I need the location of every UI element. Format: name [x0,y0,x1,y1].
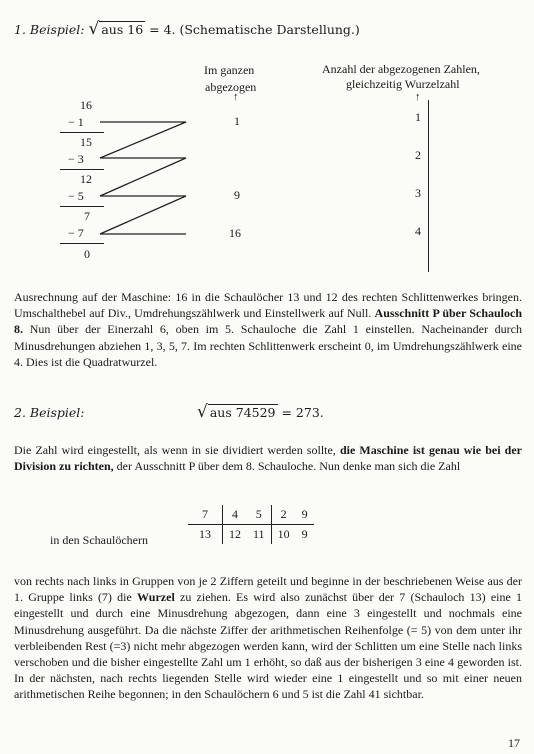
sqrt-symbol: √ [197,402,208,422]
digit-cell: 9 [301,507,308,521]
remainder: 0 [84,247,90,261]
digit-cell: 5 [247,505,271,525]
example1-note: (Schematische Darstellung.) [179,22,360,37]
hole-cell: 9 [296,525,314,545]
example2-radicand: aus 74529 [209,405,276,420]
example1-label: 1. Beispiel: [14,22,85,37]
paragraph-2 [14,442,522,474]
total-value: 16 [229,226,241,240]
remainder: 12 [80,172,92,186]
paragraph-2-bold: die Maschine ist genau wie bei der Division zu richten, [14,443,522,474]
header-total-line2: abgezogen [205,80,257,94]
hole-cell: 13 [188,525,223,545]
paragraph-3-text: von rechts nach links in Gruppen von je 2 Ziffern geteilt und beginne in der beschriebenen Weise aus der 1. Gruppe links (7) die [14,574,522,605]
paragraph-3-bold: Wurzel [137,590,175,605]
holes-row-label: in den Schaulöchern [50,533,148,547]
count-value: 3 [415,186,421,200]
example2-formula [197,402,324,422]
holes-row [188,525,314,545]
grouping-table [188,505,314,544]
subtrahend: − 1 [68,115,84,129]
digit-cell: 4 [232,507,238,521]
arrow-up-icon: ↑ [415,91,421,103]
zigzag-diagram [0,0,534,300]
digit-cell: 2 [280,507,287,521]
remainder: 15 [80,135,92,149]
total-value: 9 [234,188,240,202]
arrow-up-icon: ↑ [233,91,239,103]
hole-cell: 12 [223,525,248,545]
paragraph-1-bold: Ausschnitt P über Schauloch 8. [14,306,523,337]
example2-label: 2. Beispiel: [14,405,85,420]
subtrahend: − 5 [68,189,84,203]
count-value: 1 [415,110,421,124]
paragraph-1 [14,289,522,370]
remainder: 7 [84,209,90,223]
example1-result: = 4. [149,22,176,37]
start-value: 16 [80,98,92,112]
paragraph-2-text: Die Zahl wird eingestellt, als wenn in sie dividiert werden sollte, [14,443,336,457]
paragraph-3 [14,573,522,703]
paragraph-1-text-end: Nun über der Einerzahl 6, oben im 5. Schauloche die Zahl 1 einstellen. Nacheinander durch Minusdrehungen abziehen 1, 3, 5, 7. Im rechten Schlittenwerk erscheint 0, im Umdrehungszählwerk eine 4. Dies ist die Quadratwurzel. [14,322,522,369]
example2-result: = 273. [281,405,324,420]
header-total-line1: Im ganzen [204,63,255,77]
count-value: 2 [415,148,421,162]
paragraph-1-text: Ausrechnung auf der Maschine: 16 in die Schaulöcher 13 und 12 des rechten Schlittenwerkes bringen. Umschalthebel auf Div., Umdrehungszählwerk und Einstellwerk auf Null. [14,290,522,321]
hole-cell: 10 [271,525,296,545]
sqrt-symbol: √ [88,19,100,39]
example1-radicand: aus 16 [101,22,144,37]
header-count-line2: gleichzeitig Wurzelzahl [346,77,460,91]
total-value: 1 [234,114,240,128]
count-value: 4 [415,224,421,238]
header-count-line1: Anzahl der abgezogenen Zahlen, [322,62,480,76]
zigzag-line [100,122,186,234]
subtrahend: − 7 [68,226,84,240]
paragraph-3-text-end: zu ziehen. Es wird also zunächst über der 7 (Schauloch 13) eine 1 eingestellt und durch eine Minusdrehung abgezogen, dann eine 3 eingestellt und nochmals eine Minusdrehung ausgeführt. Da die nächste Ziffer der arithmetischen Reihenfolge (= 5) von dem unter ihr verbleibenden Rest (=3) nicht mehr abgezogen werden kann, wird der Schlitten um eine Stelle nach links verschoben und die bisher eingestellte Zahl um 1 erhöht, so daß aus der bisherigen 3 eine 4 geworden ist. In der nächsten, nach rechts liegenden Stelle wird wieder eine 1 eingestellt und so mit einer neuen arithmetischen Reihe begonnen; in den Schaulöchern 6 und 5 ist die Zahl 41 sichtbar. [14,590,523,702]
digits-row [188,505,314,525]
hole-cell: 11 [247,525,271,545]
digit-cell: 7 [188,505,223,525]
page-number: 17 [508,736,520,750]
column-rule [428,100,429,272]
paragraph-2-text-end: der Ausschnitt P über dem 8. Schauloche. Nun denke man sich die Zahl [116,459,461,474]
subtrahend: − 3 [68,152,84,166]
